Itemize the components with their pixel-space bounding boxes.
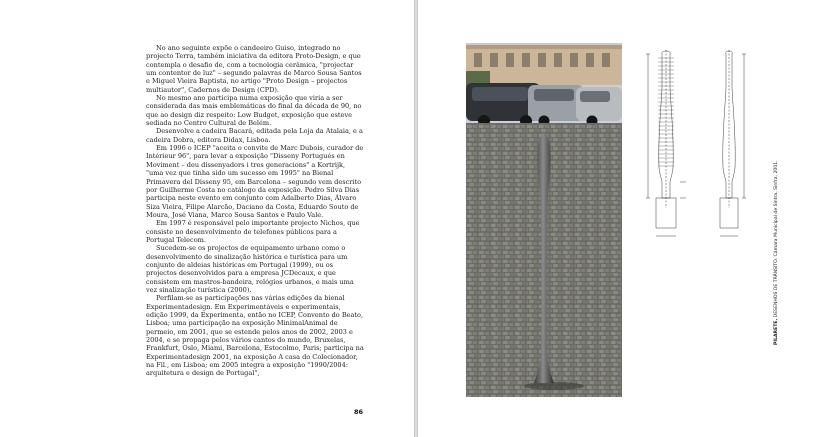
paragraph: No mesmo ano participa numa exposição que viria a ser considerada das mais emblemáticas do final da década de 90, no que ao design diz respeito: Low Budget, exposição que esteve sediada no Centro Cultural de Belém.	[146, 94, 362, 128]
paragraph: Em 1997 é responsável pelo importante projecto Nichos, que consiste no desenvolvimento de telefones públicos para a Portugal Telecom.	[146, 219, 360, 244]
paragraph: No ano seguinte expõe o candeeiro Guiso, integrado no projecto Terra, também iniciativa da editora Proto-Design, e que contempla o desafio de, com a tecnologia cerâmica, "projectar um contentor de luz" – segundo palavras de Marco Sousa Santos e Miguel Vieira Baptista, no artigo "Proto Design – projectos multiautor", Cadernos de Design (CPD).	[146, 44, 362, 94]
paragraph: Sucedem-se os projectos de equipamento urbano como o desenvolvimento de sinalização histórica e turística para um conjunto de aldeias históricas em Portugal (1999), ou os projectos desenvolvidos para a empresa JCDecaux, e que consistem em mastros-bandeira, relógios urbanos, e mais uma vez sinalização turística (2000).	[146, 244, 354, 294]
caption-text: DESENHOS DE TRÂNSITO. Câmara Municipal de Sintra, Sinfra, 2001.	[774, 160, 779, 318]
figure-caption	[774, 160, 779, 345]
left-page	[0, 0, 414, 437]
page-number: 86	[354, 408, 364, 416]
bollard-photo	[466, 43, 622, 397]
paragraph: Perfilam-se as participações nas várias edições da bienal Experimentadesign. Em Experimentáveis e experimentais, edição 1999, da Experimenta, então no ICEP, Convento do Beato, Lisboa; uma participação na exposição MinimalAnimal de permeio, em 2001, que se estende pelos anos de 2002, 2003 e 2004, e se propaga pelos vários cantos do mundo, Bruxelas, Frankfurt, Oslo, Miami, Barcelona, Estocolmo, Paris; participa na Experimentadesign 2001, na exposição A casa do Colecionador, na Fil., em Lisboa; em 2005 integra a exposição "1990/2004: arquitetura e design de Portugal",	[146, 294, 364, 378]
paragraph: Em 1996 o ICEP "aceita o convite de Marc Dubois, curador de Intérieur 96", para levar a exposição "Disseny Portugués en Moviment – deu dissenyadors i tres generacions" a Kortrijk, "uma vez que tinha sido um sucesso em 1995" na Bienal Primavera del Disseny 95, em Barcelona – segundo vem descrito por Guilherme Costa no catálogo da exposição. Pedro Silva Dias participa neste evento em conjunto com Adalberto Dias, Álvaro Siza Vieira, Filipe Alarcão, Daciano da Costa, Eduardo Souto de Moura, José Viana, Marco Sousa Santos e Paulo Vale.	[146, 144, 364, 219]
bollard-technical-drawing	[640, 48, 760, 238]
paragraph: Desenvolve a cadeira Bacará, editada pela Loja da Atalaia, e a cadeira Dobra, editora Didax, Lisboa.	[146, 127, 363, 144]
body-text	[146, 44, 364, 378]
caption-title: PILARETE,	[774, 318, 779, 345]
right-page	[418, 0, 833, 437]
